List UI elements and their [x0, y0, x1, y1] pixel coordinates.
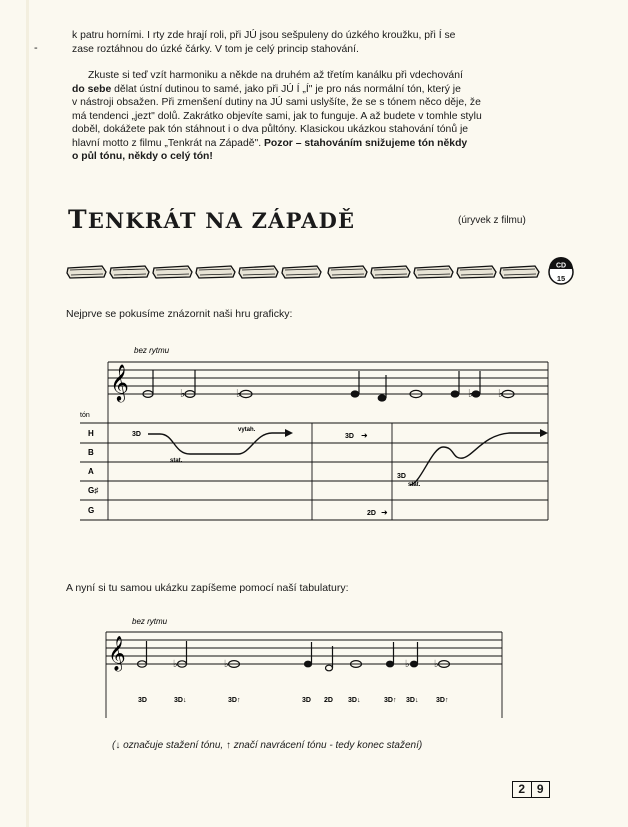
tab-2: 3D↓ — [174, 697, 187, 704]
main-line-3: v nástroji obsažen. Při zmenšení dutiny na JÚ sami uslyšíte, že se s tónem něco děje, že — [72, 97, 481, 108]
svg-text:♭: ♭ — [434, 659, 439, 670]
mark-stat-a: stat. — [170, 458, 183, 464]
page-digit-2: 9 — [531, 782, 550, 797]
tab-row — [138, 697, 448, 704]
page-digit-1: 2 — [518, 782, 526, 796]
graphic-score — [60, 335, 560, 530]
pitch-curves — [148, 433, 542, 485]
svg-text:♭: ♭ — [405, 659, 410, 670]
margin-mark: - — [34, 42, 38, 54]
tab-1: 3D — [138, 697, 147, 704]
mark-stat-b: stat. — [408, 482, 421, 488]
mark-3d-b: 3D — [345, 433, 354, 440]
svg-text:♭: ♭ — [224, 659, 229, 670]
main-line-6-text: hlavní motto z filmu „Tenkrát na Západě". — [72, 137, 264, 149]
svg-text:♭: ♭ — [498, 388, 504, 400]
row-gis: G♯ — [88, 486, 99, 495]
legend: (↓ označuje stažení tónu, ↑ značí navrácení tónu - tedy konec stažení) — [112, 740, 423, 751]
cd-icon — [548, 256, 574, 288]
main-paragraph — [72, 69, 566, 164]
section-subtitle: (úryvek z filmu) — [458, 215, 526, 226]
tab-score — [100, 610, 510, 720]
main-line-6 — [72, 137, 566, 151]
title-rest: ENKRÁT NA ZÁPADĚ — [87, 208, 356, 233]
mark-2d: 2D — [367, 510, 376, 517]
tempo-mark-1: bez rytmu — [134, 346, 170, 355]
cd-label: CD — [555, 262, 567, 270]
svg-text:♭: ♭ — [173, 659, 178, 670]
staff-2 — [106, 632, 502, 718]
intro-line-2: zase roztáhnou do úzké čárky. V tom je celý princip stahování. — [72, 43, 359, 55]
tempo-mark-2: bez rytmu — [132, 617, 168, 626]
main-line-1: Zkuste si teď vzít harmoniku a někde na druhém až třetím kanálku při vdechování — [88, 70, 463, 81]
caption-graphic: Nejprve se pokusíme znázornit naši hru graficky: — [66, 308, 293, 320]
arrow-mark-2d: ➜ — [381, 508, 388, 517]
arrow-mark-3d: ➜ — [361, 431, 368, 440]
main-line-5: doběl, dokážete pak tón stáhnout i o dva půltóny. Klasickou ukázkou stahování tónů je — [72, 124, 469, 135]
tab-3: 3D↑ — [228, 697, 241, 704]
pitch-grid — [80, 423, 548, 520]
row-a: A — [88, 467, 94, 476]
intro-line-1: k patru horními. I rty zde hrají roli, při JÚ jsou sešpuleny do úzkého kroužku, při Í se — [72, 30, 456, 41]
mark-3d-c: 3D — [397, 473, 406, 480]
harmonica-icon — [67, 266, 539, 278]
caption-tab: A nyní si tu samou ukázku zapíšeme pomocí naší tabulatury: — [66, 582, 349, 594]
tab-7: 3D↑ — [384, 697, 397, 704]
main-line-7 — [72, 150, 566, 164]
main-line-2 — [72, 83, 566, 97]
tab-9: 3D↑ — [436, 697, 449, 704]
notes-1 — [143, 370, 514, 401]
svg-text:♭: ♭ — [236, 388, 242, 400]
tab-8: 3D↓ — [406, 697, 419, 704]
bold-do-sebe: do sebe — [72, 83, 112, 95]
bold-warning: Pozor – stahováním snižujeme tón někdy — [263, 137, 468, 149]
page-edge — [26, 0, 29, 827]
score1-marks — [132, 427, 421, 517]
intro-text — [72, 29, 455, 56]
tab-5: 2D — [324, 697, 333, 704]
page-number — [512, 781, 550, 798]
tab-4: 3D — [302, 697, 311, 704]
ton-label: tón — [80, 412, 90, 419]
title-initial: T — [68, 205, 88, 234]
treble-clef-icon: 𝄞 — [110, 364, 129, 400]
treble-clef-icon: 𝄞 — [108, 637, 126, 670]
mark-vytah: vytah. — [238, 427, 256, 433]
row-b: B — [88, 448, 94, 457]
tab-6: 3D↓ — [348, 697, 361, 704]
row-h: H — [88, 429, 94, 438]
pitch-rows — [88, 429, 98, 515]
staff-1 — [108, 362, 548, 520]
mark-3d-a: 3D — [132, 431, 141, 438]
cd-track: 15 — [556, 274, 566, 283]
row-g: G — [88, 506, 95, 515]
main-line-4: má tendenci „jezt" dolů. Zakrátko objevíte sami, jak to funguje. A až budete v tomhle stylu — [72, 110, 482, 122]
harmonica-row — [66, 262, 548, 282]
main-line-2-rest: dělat ústní dutinou to samé, jako při JÚ Í „Í" je pro nás normální tón, který je — [111, 83, 461, 95]
bold-warning-end: o půl tónu, někdy o celý tón! — [72, 151, 213, 162]
svg-text:♭: ♭ — [468, 388, 474, 400]
svg-text:♭: ♭ — [180, 388, 186, 400]
section-title — [68, 205, 355, 234]
